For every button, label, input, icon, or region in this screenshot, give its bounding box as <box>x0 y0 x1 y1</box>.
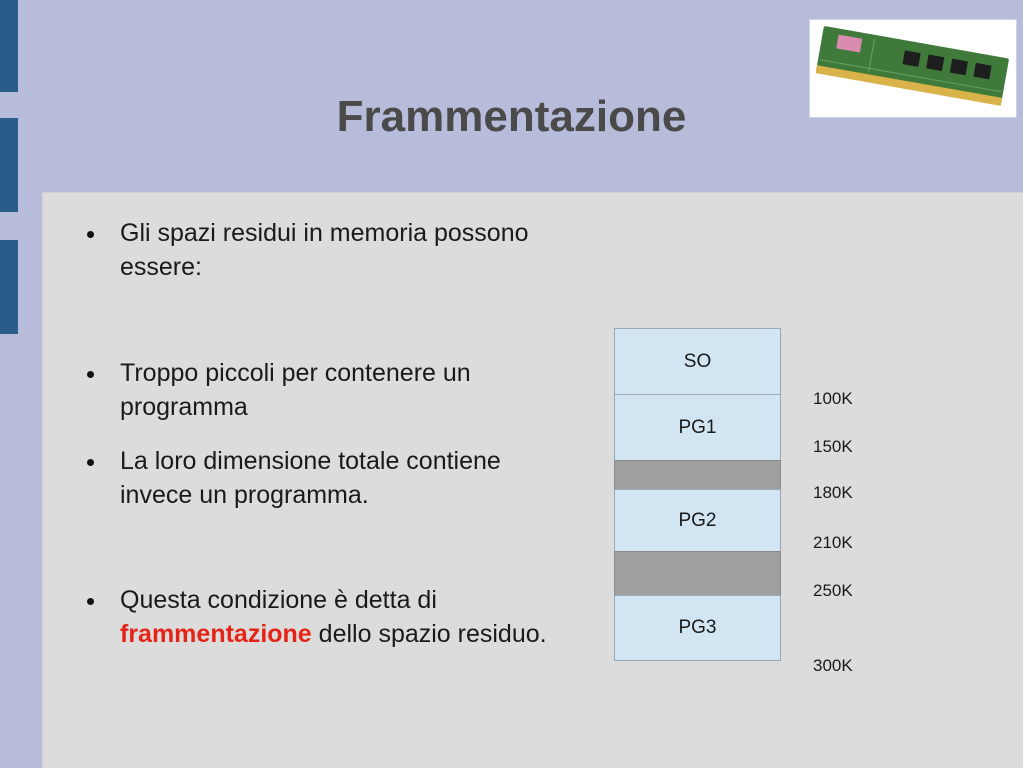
bullet-dot-icon <box>87 231 94 238</box>
left-accent-bar <box>0 240 18 334</box>
address-label: 210K <box>813 533 853 552</box>
highlight-term: frammentazione <box>120 620 312 648</box>
address-label: 300K <box>813 656 853 675</box>
slide-title: Frammentazione <box>336 92 687 141</box>
bullet-text: La loro dimensione totale contiene invece un programma. <box>120 447 501 509</box>
bullet-dot-icon <box>87 371 94 378</box>
address-label: 150K <box>813 437 853 456</box>
bullet-text-end: dello spazio residuo. <box>318 620 547 648</box>
memory-block-so: SO <box>614 328 781 395</box>
bullet-text: Gli spazi residui in memoria possono essere: <box>120 219 529 281</box>
memory-block-pg2: PG2 <box>614 489 781 552</box>
bullet-list <box>0 0 547 648</box>
memory-block-pg1: PG1 <box>614 394 781 461</box>
address-label: 250K <box>813 581 853 600</box>
bullet-text: Troppo piccoli per contenere un programma <box>120 359 471 421</box>
memory-free-gap <box>614 460 781 490</box>
bullet-text <box>120 583 560 651</box>
left-accent-bar <box>0 0 18 92</box>
memory-block-pg3: PG3 <box>614 595 781 661</box>
bullet-dot-icon <box>87 459 94 466</box>
address-label: 180K <box>813 483 853 502</box>
memory-free-gap <box>614 551 781 596</box>
bullet-text-start: Questa condizione è detta di <box>120 586 437 614</box>
bullet-dot-icon <box>87 598 94 605</box>
ram-module-icon <box>810 20 1016 117</box>
address-label: 100K <box>813 389 853 408</box>
